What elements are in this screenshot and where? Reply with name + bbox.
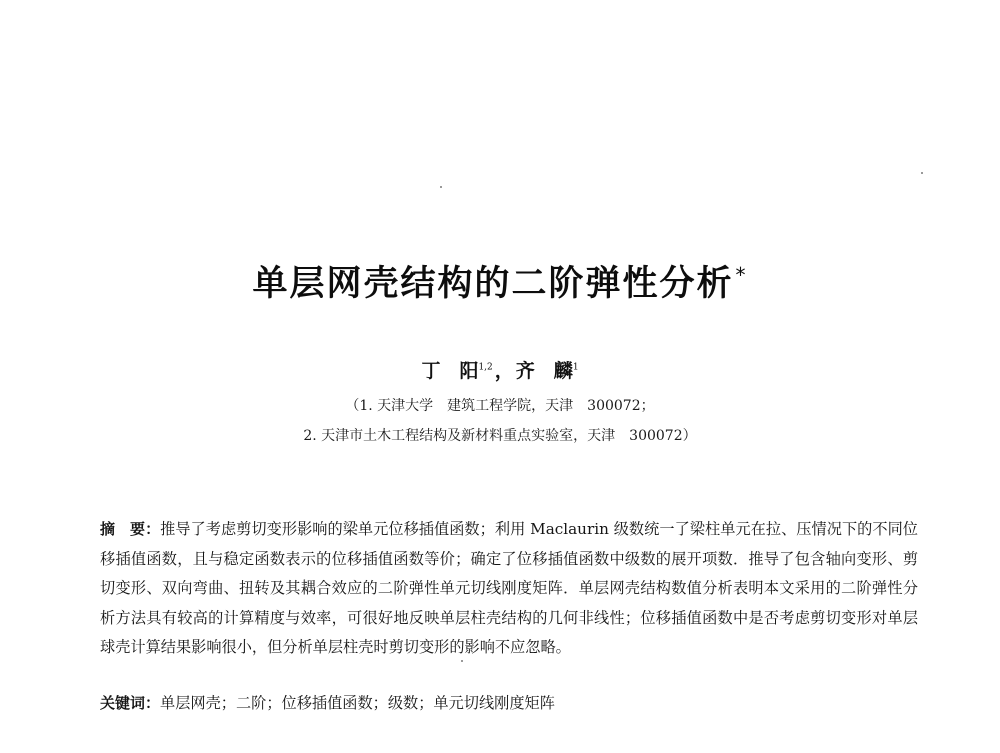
paper-title	[0, 256, 1000, 306]
scan-speck	[440, 186, 442, 188]
author-separator: ，	[494, 360, 514, 382]
keywords-line	[100, 691, 918, 715]
abstract-label: 摘 要：	[100, 520, 161, 538]
author-name: 丁 阳	[421, 360, 479, 382]
affiliation-line: （1. 天津大学 建筑工程学院，天津 300072；	[345, 398, 655, 414]
author-line	[0, 356, 1000, 383]
keywords-label: 关键词：	[100, 694, 161, 712]
abstract-paragraph	[100, 515, 918, 663]
scan-speck	[921, 172, 923, 174]
author-affiliation-mark: 1,2	[478, 362, 493, 373]
paper-title-text: 单层网壳结构的二阶弹性分析	[252, 264, 734, 304]
author-name: 齐 麟	[515, 360, 573, 382]
abstract-body: 推导了考虑剪切变形影响的梁单元位移插值函数；利用 Maclaurin 级数统一了梁柱单元在拉、压情况下的不同位移插值函数，且与稳定函数表示的位移插值函数等价；确定了位移插值函数中级数的展开项数．推导了包含轴向变形、剪切变形、双向弯曲、扭转及其耦合效应的二阶弹性单元切线刚度矩阵．单层网壳结构数值分析表明本文采用的二阶弹性分析方法具有较高的计算精度与效率，可很好地反映单层柱壳结构的几何非线性；位移插值函数中是否考虑剪切变形对单层球壳计算结果影响很小，但分析单层柱壳时剪切变形的影响不应忽略。	[100, 520, 918, 657]
keywords-body: 单层网壳；二阶；位移插值函数；级数；单元切线刚度矩阵	[160, 694, 555, 712]
title-footnote-mark: *	[735, 263, 748, 288]
affiliation-line: 2. 天津市土木工程结构及新材料重点实验室，天津 300072）	[303, 428, 697, 444]
author-affiliation-mark: 1	[572, 362, 579, 373]
